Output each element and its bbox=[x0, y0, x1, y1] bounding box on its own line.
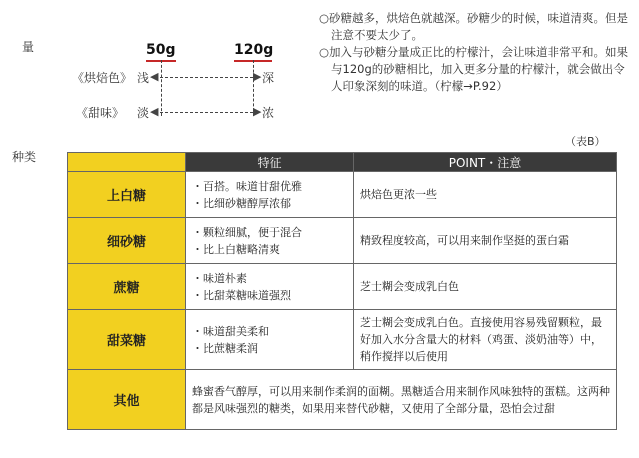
sugar-type-cell: 其他 bbox=[68, 370, 186, 430]
feature-cell bbox=[186, 172, 354, 218]
scale-row-low: 浅 bbox=[137, 71, 150, 85]
feature-cell bbox=[186, 264, 354, 310]
note-item: ○砂糖越多，烘焙色就越深。砂糖少的时候，味道清爽。但是注意不要太少了。 bbox=[319, 11, 629, 42]
feature-line: ・比甜菜糖味道强烈 bbox=[192, 288, 291, 302]
scale-row-axis bbox=[155, 77, 258, 78]
sugar-type-cell: 细砂糖 bbox=[68, 218, 186, 264]
scale-row-label: 《甜味》 bbox=[76, 106, 125, 120]
scale-row-axis bbox=[155, 112, 258, 113]
header-feature: 特征 bbox=[186, 153, 354, 172]
sugar-type-cell: 上白糖 bbox=[68, 172, 186, 218]
arrow-left-icon: ◀ bbox=[150, 70, 159, 83]
feature-line: ・味道朴素 bbox=[192, 271, 247, 285]
scale-row-high: 深 bbox=[262, 71, 275, 85]
types-side-label: 种类 bbox=[12, 150, 37, 164]
scale-right-value: 120g bbox=[234, 42, 274, 58]
notes-block bbox=[319, 10, 634, 95]
point-cell: 精致程度较高，可以用来制作坚挺的蛋白霜 bbox=[354, 218, 617, 264]
scale-row-low: 淡 bbox=[137, 106, 150, 120]
point-cell: 芝士糊会变成乳白色。直接使用容易残留颗粒，最好加入水分含量大的材料（鸡蛋、淡奶油等）中，稍作搅拌以后使用 bbox=[354, 310, 617, 370]
point-cell: 烘焙色更浓一些 bbox=[354, 172, 617, 218]
feature-line: ・颗粒细腻，便于混合 bbox=[192, 225, 302, 239]
feature-line: ・味道甜美柔和 bbox=[192, 324, 269, 338]
table-row bbox=[68, 172, 617, 218]
other-description-cell: 蜂蜜香气醇厚，可以用来制作柔润的面糊。黑糖适合用来制作风味独特的蛋糕。这两种都是风味强烈的糖类，如果用来替代砂糖，又使用了全部分量，恐怕会过甜 bbox=[186, 370, 617, 430]
scale-left-value: 50g bbox=[146, 42, 176, 58]
table-row bbox=[68, 218, 617, 264]
table-row bbox=[68, 370, 617, 430]
sugar-types-table bbox=[67, 152, 617, 430]
scale-row-label: 《烘焙色》 bbox=[72, 71, 133, 85]
amount-side-label: 量 bbox=[22, 40, 35, 54]
table-row bbox=[68, 310, 617, 370]
scale-row-high: 浓 bbox=[262, 106, 275, 120]
feature-line: ・比蔗糖柔润 bbox=[192, 341, 258, 355]
sugar-type-cell: 甜菜糖 bbox=[68, 310, 186, 370]
arrow-right-icon: ▶ bbox=[253, 70, 262, 83]
arrow-right-icon: ▶ bbox=[253, 105, 262, 118]
left-guide-line bbox=[161, 60, 162, 116]
header-point: POINT・注意 bbox=[354, 153, 617, 172]
table-header-row bbox=[68, 153, 617, 172]
table-row bbox=[68, 264, 617, 310]
arrow-left-icon: ◀ bbox=[150, 105, 159, 118]
point-cell: 芝士糊会变成乳白色 bbox=[354, 264, 617, 310]
header-corner-cell bbox=[68, 153, 186, 172]
note-item: ○加入与砂糖分量成正比的柠檬汁，会让味道非常平和。如果与120g的砂糖相比，加入更多分量的柠檬汁，就会做出令人印象深刻的味道。（柠檬→P.92） bbox=[319, 45, 629, 93]
table-reference: （表B） bbox=[565, 135, 606, 148]
feature-cell bbox=[186, 310, 354, 370]
sugar-type-cell: 蔗糖 bbox=[68, 264, 186, 310]
feature-line: ・比细砂糖醇厚浓郁 bbox=[192, 196, 291, 210]
feature-cell bbox=[186, 218, 354, 264]
feature-line: ・比上白糖略清爽 bbox=[192, 242, 280, 256]
feature-line: ・百搭。味道甘甜优雅 bbox=[192, 179, 302, 193]
